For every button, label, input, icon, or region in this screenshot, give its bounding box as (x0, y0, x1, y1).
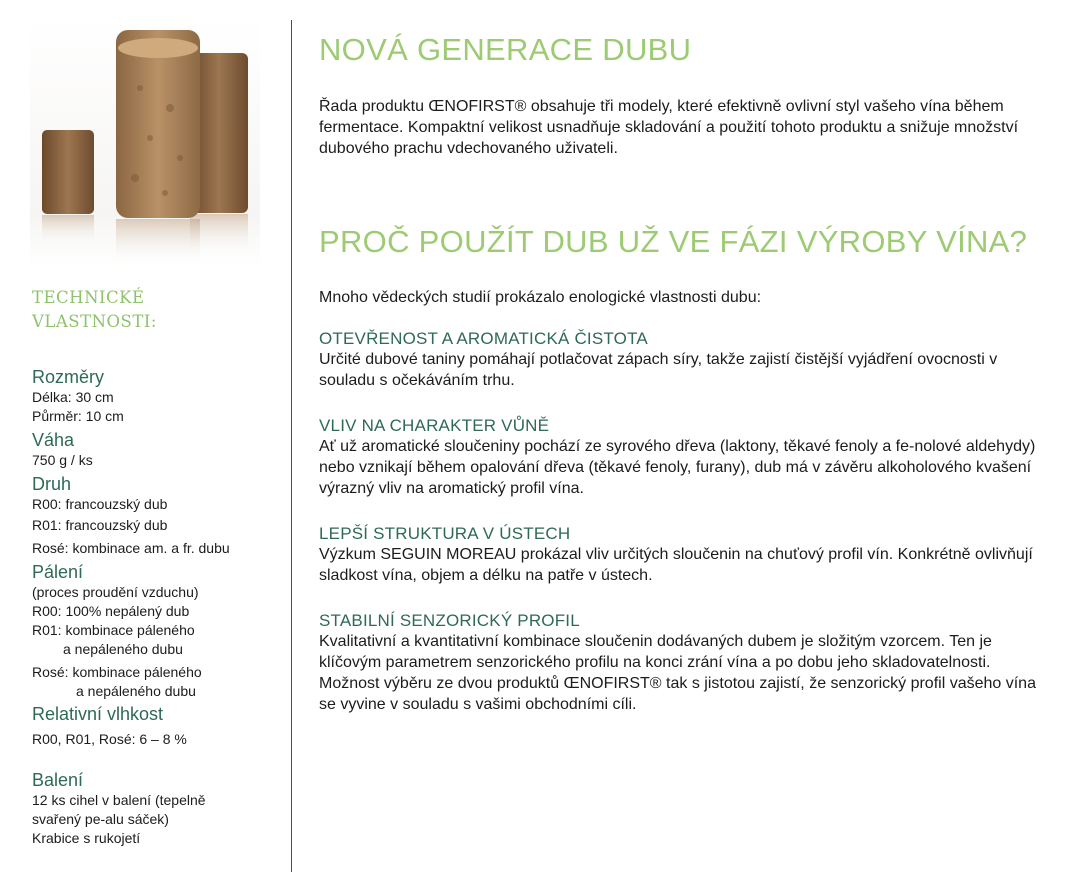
benefit-section (319, 328, 1049, 391)
spec-heading: Váha (32, 430, 75, 450)
benefit-heading: STABILNÍ SENZORICKÝ PROFIL (319, 611, 580, 630)
spec-line: Rosé: kombinace am. a fr. dubu (32, 540, 230, 556)
benefit-section (319, 523, 1049, 586)
main-content (319, 30, 1049, 715)
spec-line: R00: 100% nepálený dub (32, 603, 190, 619)
lead-paragraph: Mnoho vědeckých studií prokázalo enologické vlastnosti dubu: (319, 289, 762, 306)
spec-weight (32, 429, 282, 470)
spec-packaging (32, 769, 282, 848)
spec-line: Půrměr: 10 cm (32, 408, 124, 424)
title-line: VLASTNOSTI: (32, 312, 157, 331)
benefit-text: Určité dubové taniny pomáhají potlačovat zápach síry, takže zajistí čistější vyjádření ovocnosti v souladu s očekáváním trhu. (319, 351, 998, 389)
spec-line: a nepáleného dubu (63, 641, 183, 657)
spec-heading: Pálení (32, 562, 84, 582)
spec-line: R00, R01, Rosé: 6 – 8 % (32, 731, 187, 747)
spec-line: Krabice s rukojetí (32, 830, 141, 846)
section-title: PROČ POUŽÍT DUB UŽ VE FÁZI VÝROBY VÍNA? (319, 224, 1028, 259)
title-line: TECHNICKÉ (32, 288, 145, 307)
spec-heading: Rozměry (32, 367, 105, 387)
spec-heading: Relativní vlhkost (32, 704, 164, 724)
spec-line: 12 ks cihel v balení (tepelně (32, 792, 206, 808)
spec-type (32, 473, 282, 558)
page-title: NOVÁ GENERACE DUBU (319, 32, 692, 67)
spec-line: Délka: 30 cm (32, 389, 114, 405)
technical-specs-sidebar (32, 286, 282, 848)
technical-specs-title (32, 286, 282, 334)
benefit-section (319, 610, 1049, 715)
spec-heading: Balení (32, 770, 84, 790)
spec-line: R01: kombinace páleného (32, 622, 195, 638)
spec-dimensions (32, 366, 282, 426)
spec-line: R01: francouzský dub (32, 517, 168, 533)
oak-briquettes-image (30, 18, 260, 266)
benefit-text: Kvalitativní a kvantitativní kombinace sloučenin dodávaných dubem je složitým vzorcem. Ten je klíčovým parametrem senzorického profilu na konci zrání vína a po dobu jeho skladovatelnosti. (319, 633, 992, 671)
spec-humidity (32, 703, 282, 749)
spec-line: a nepáleného dubu (76, 683, 196, 699)
benefit-section (319, 415, 1049, 499)
spec-heading: Druh (32, 474, 72, 494)
benefit-heading: OTEVŘENOST A AROMATICKÁ ČISTOTA (319, 329, 648, 348)
spec-line: R00: francouzský dub (32, 496, 168, 512)
spec-line: Rosé: kombinace páleného (32, 664, 202, 680)
benefit-heading: VLIV NA CHARAKTER VŮNĚ (319, 416, 550, 435)
benefit-text: Možnost výběru ze dvou produktů ŒNOFIRST® tak s jistotou zajistí, že senzorický profil vašeho vína se vyvine v souladu s vašimi obchodními cíli. (319, 675, 1036, 713)
spec-toasting (32, 561, 282, 701)
benefit-text: Ať už aromatické sloučeniny pochází ze syrového dřeva (laktony, těkavé fenoly a fe-nolové aldehydy) nebo vznikají během opalování dřeva (těkavé fenoly, furany), dub má v závěru alkoholového kvašení výrazný vliv na aromatický profil vína. (319, 438, 1036, 497)
vertical-divider (291, 20, 292, 872)
spec-line: 750 g / ks (32, 452, 93, 468)
benefit-heading: LEPŠÍ STRUKTURA V ÚSTECH (319, 524, 571, 543)
spec-line: (proces proudění vzduchu) (32, 584, 199, 600)
spec-line: svařený pe-alu sáček) (32, 811, 169, 827)
benefit-text: Výzkum SEGUIN MOREAU prokázal vliv určitých sloučenin na chuťový profil vín. Konkrétně ovlivňují sladkost vína, objem a délku na patře v ústech. (319, 546, 1033, 584)
intro-paragraph: Řada produktu ŒNOFIRST® obsahuje tři modely, které efektivně ovlivní styl vašeho vína během fermentace. Kompaktní velikost usnadňuje skladování a použití tohoto produktu a snižuje množství dubového prachu vdechovaného uživateli. (319, 98, 1019, 157)
